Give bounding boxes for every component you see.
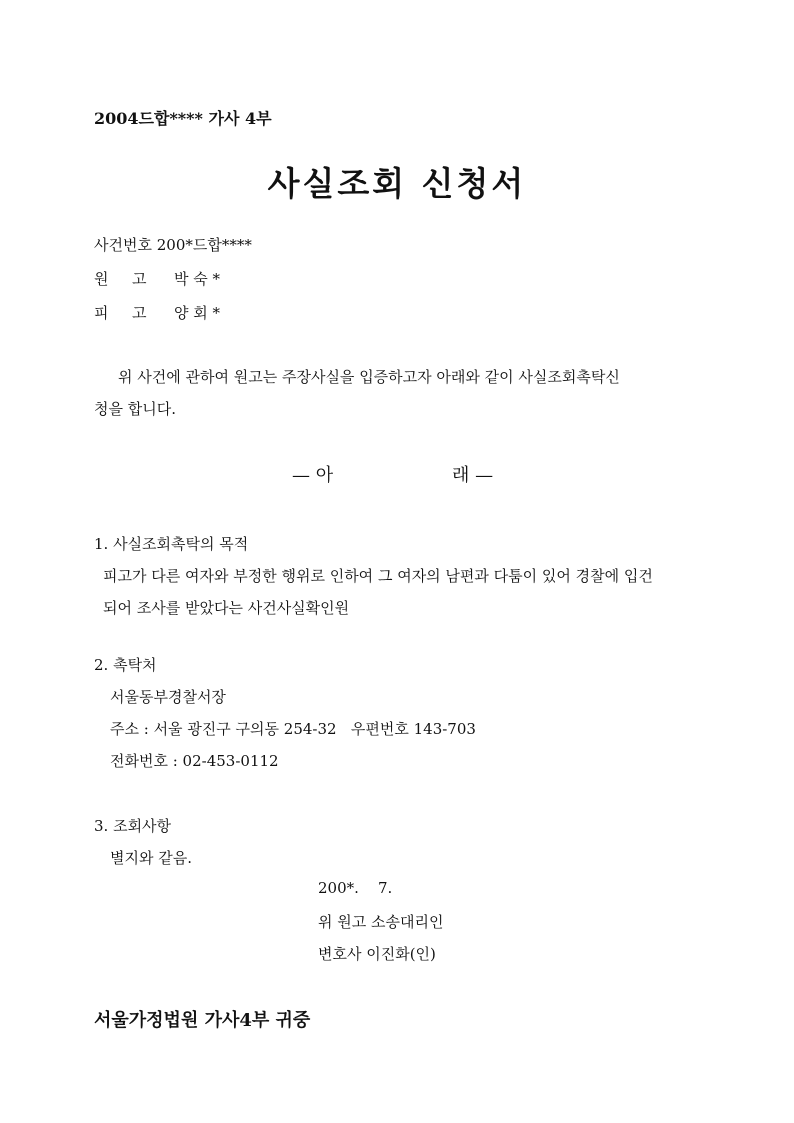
section-2-phone: 전화번호 : 02-453-0112 [110, 752, 279, 770]
case-header: 2004드합**** 가사 4부 [94, 109, 272, 128]
plaintiff-row [94, 268, 220, 289]
signature-date: 200*. 7. [318, 879, 393, 897]
intro-line-1: 위 사건에 관하여 원고는 주장사실을 입증하고자 아래와 같이 사실조회촉탁신 [118, 368, 620, 386]
case-number-line: 사건번호 200*드합**** [94, 236, 252, 254]
section-1-line-2: 되어 조사를 받았다는 사건사실확인원 [103, 599, 350, 617]
section-1-line-1: 피고가 다른 여자와 부정한 행위로 인하여 그 여자의 남편과 다툼이 있어 경찰에 입건 [103, 567, 653, 585]
defendant-name: 양 회 * [174, 304, 221, 322]
plaintiff-label-2: 고 [132, 270, 147, 288]
section-2-title: 2. 촉탁처 [94, 656, 157, 674]
section-3-title: 3. 조회사항 [94, 817, 172, 835]
section-2-address: 주소 : 서울 광진구 구의동 254-32 우편번호 143-703 [110, 720, 476, 738]
notice-heading-left: — 아 [292, 465, 334, 486]
court-addressee: 서울가정법원 가사4부 귀중 [94, 1010, 311, 1031]
signature-role: 위 원고 소송대리인 [318, 913, 444, 931]
defendant-label-1: 피 [94, 304, 109, 322]
intro-line-2: 청을 합니다. [94, 400, 176, 418]
defendant-row [94, 302, 220, 323]
signature-lawyer: 변호사 이진화(인) [318, 945, 436, 963]
plaintiff-name: 박 숙 * [174, 270, 221, 288]
notice-heading-right: 래 — [452, 465, 494, 486]
plaintiff-label-1: 원 [94, 270, 109, 288]
section-1-title: 1. 사실조회촉탁의 목적 [94, 535, 249, 553]
section-2-agency: 서울동부경찰서장 [110, 688, 226, 706]
section-3-body: 별지와 같음. [110, 849, 192, 867]
defendant-label-2: 고 [132, 304, 147, 322]
document-title: 사실조회 신청서 [267, 164, 527, 203]
